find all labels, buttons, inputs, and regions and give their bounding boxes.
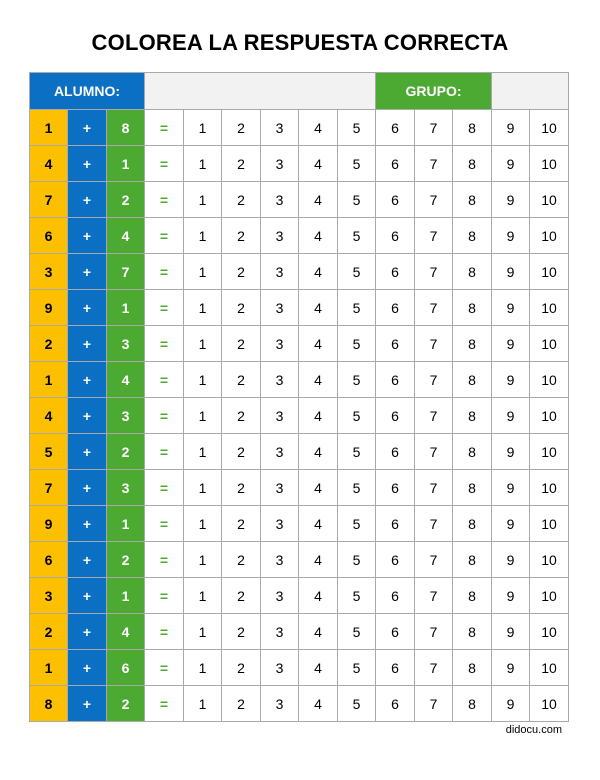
plus-sign: + [68, 506, 107, 542]
student-label: ALUMNO: [30, 73, 145, 110]
answer-option[interactable]: 10 [530, 614, 569, 650]
answer-option[interactable]: 8 [453, 182, 492, 218]
answer-option[interactable]: 9 [492, 686, 530, 722]
answer-option[interactable]: 4 [299, 362, 338, 398]
addend-a: 3 [30, 254, 68, 290]
answer-option[interactable]: 4 [299, 218, 338, 254]
answer-option[interactable]: 8 [453, 506, 492, 542]
answer-option[interactable]: 8 [453, 326, 492, 362]
group-field[interactable] [492, 73, 569, 110]
answer-option[interactable]: 6 [376, 326, 415, 362]
answer-option[interactable]: 5 [338, 398, 376, 434]
answer-option[interactable]: 4 [299, 506, 338, 542]
problem-row [30, 290, 569, 326]
answer-option[interactable]: 1 [184, 290, 222, 326]
addend-b: 1 [107, 146, 145, 182]
answer-option[interactable]: 3 [261, 146, 299, 182]
answer-option[interactable]: 10 [530, 650, 569, 686]
answer-option[interactable]: 10 [530, 254, 569, 290]
answer-option[interactable]: 1 [184, 146, 222, 182]
answer-option[interactable]: 7 [415, 506, 453, 542]
addend-a: 2 [30, 614, 68, 650]
addend-b: 3 [107, 398, 145, 434]
answer-option[interactable]: 1 [184, 182, 222, 218]
answer-option[interactable]: 8 [453, 218, 492, 254]
plus-sign: + [68, 146, 107, 182]
equals-sign: = [145, 686, 184, 722]
answer-option[interactable]: 3 [261, 614, 299, 650]
answer-option[interactable]: 9 [492, 254, 530, 290]
addend-a: 1 [30, 362, 68, 398]
answer-option[interactable]: 6 [376, 650, 415, 686]
answer-option[interactable]: 6 [376, 542, 415, 578]
answer-option[interactable]: 5 [338, 110, 376, 146]
answer-option[interactable]: 1 [184, 470, 222, 506]
answer-option[interactable]: 7 [415, 470, 453, 506]
student-name-field[interactable] [145, 73, 376, 110]
equals-sign: = [145, 398, 184, 434]
problem-row [30, 434, 569, 470]
answer-option[interactable]: 8 [453, 578, 492, 614]
problem-row [30, 614, 569, 650]
addend-b: 2 [107, 542, 145, 578]
addend-a: 7 [30, 182, 68, 218]
answer-option[interactable]: 6 [376, 254, 415, 290]
answer-option[interactable]: 9 [492, 650, 530, 686]
addend-a: 7 [30, 470, 68, 506]
answer-option[interactable]: 6 [376, 146, 415, 182]
problem-row [30, 362, 569, 398]
answer-option[interactable]: 3 [261, 470, 299, 506]
answer-option[interactable]: 8 [453, 254, 492, 290]
answer-option[interactable]: 9 [492, 110, 530, 146]
footer-credit: didocu.com [505, 724, 562, 736]
addend-a: 6 [30, 218, 68, 254]
answer-option[interactable]: 10 [530, 218, 569, 254]
answer-option[interactable]: 10 [530, 182, 569, 218]
answer-option[interactable]: 8 [453, 470, 492, 506]
answer-option[interactable]: 1 [184, 254, 222, 290]
answer-option[interactable]: 7 [415, 290, 453, 326]
answer-option[interactable]: 5 [338, 254, 376, 290]
addend-b: 4 [107, 614, 145, 650]
answer-option[interactable]: 7 [415, 146, 453, 182]
answer-option[interactable]: 7 [415, 434, 453, 470]
answer-option[interactable]: 5 [338, 182, 376, 218]
plus-sign: + [68, 362, 107, 398]
addend-b: 6 [107, 650, 145, 686]
answer-option[interactable]: 7 [415, 686, 453, 722]
answer-option[interactable]: 5 [338, 686, 376, 722]
worksheet-table [29, 72, 569, 722]
answer-option[interactable]: 5 [338, 290, 376, 326]
answer-option[interactable]: 2 [222, 614, 261, 650]
answer-option[interactable]: 9 [492, 506, 530, 542]
answer-option[interactable]: 5 [338, 218, 376, 254]
header-row [30, 73, 569, 110]
answer-option[interactable]: 8 [453, 650, 492, 686]
answer-option[interactable]: 5 [338, 470, 376, 506]
addend-a: 9 [30, 290, 68, 326]
answer-option[interactable]: 1 [184, 650, 222, 686]
answer-option[interactable]: 5 [338, 578, 376, 614]
answer-option[interactable]: 3 [261, 182, 299, 218]
answer-option[interactable]: 10 [530, 110, 569, 146]
equals-sign: = [145, 650, 184, 686]
answer-option[interactable]: 1 [184, 398, 222, 434]
answer-option[interactable]: 3 [261, 686, 299, 722]
answer-option[interactable]: 3 [261, 542, 299, 578]
addend-b: 4 [107, 218, 145, 254]
answer-option[interactable]: 7 [415, 182, 453, 218]
addend-b: 2 [107, 686, 145, 722]
answer-option[interactable]: 6 [376, 470, 415, 506]
addend-b: 2 [107, 434, 145, 470]
problem-row [30, 254, 569, 290]
answer-option[interactable]: 10 [530, 398, 569, 434]
answer-option[interactable]: 4 [299, 470, 338, 506]
answer-option[interactable]: 6 [376, 506, 415, 542]
answer-option[interactable]: 5 [338, 542, 376, 578]
answer-option[interactable]: 4 [299, 326, 338, 362]
addend-a: 1 [30, 650, 68, 686]
answer-option[interactable]: 2 [222, 398, 261, 434]
answer-option[interactable]: 9 [492, 326, 530, 362]
answer-option[interactable]: 4 [299, 434, 338, 470]
answer-option[interactable]: 1 [184, 614, 222, 650]
equals-sign: = [145, 362, 184, 398]
answer-option[interactable]: 10 [530, 578, 569, 614]
addend-a: 4 [30, 146, 68, 182]
answer-option[interactable]: 9 [492, 362, 530, 398]
addend-a: 4 [30, 398, 68, 434]
plus-sign: + [68, 578, 107, 614]
answer-option[interactable]: 5 [338, 506, 376, 542]
answer-option[interactable]: 1 [184, 326, 222, 362]
answer-option[interactable]: 5 [338, 362, 376, 398]
answer-option[interactable]: 2 [222, 686, 261, 722]
plus-sign: + [68, 182, 107, 218]
answer-option[interactable]: 1 [184, 542, 222, 578]
answer-option[interactable]: 7 [415, 542, 453, 578]
answer-option[interactable]: 3 [261, 218, 299, 254]
equals-sign: = [145, 326, 184, 362]
plus-sign: + [68, 218, 107, 254]
addend-a: 3 [30, 578, 68, 614]
answer-option[interactable]: 6 [376, 686, 415, 722]
answer-option[interactable]: 3 [261, 650, 299, 686]
problem-row [30, 506, 569, 542]
answer-option[interactable]: 4 [299, 614, 338, 650]
answer-option[interactable]: 1 [184, 362, 222, 398]
plus-sign: + [68, 434, 107, 470]
answer-option[interactable]: 2 [222, 326, 261, 362]
equals-sign: = [145, 542, 184, 578]
answer-option[interactable]: 6 [376, 578, 415, 614]
addend-a: 2 [30, 326, 68, 362]
answer-option[interactable]: 6 [376, 614, 415, 650]
answer-option[interactable]: 4 [299, 686, 338, 722]
problem-row [30, 110, 569, 146]
equals-sign: = [145, 110, 184, 146]
plus-sign: + [68, 110, 107, 146]
answer-option[interactable]: 8 [453, 686, 492, 722]
answer-option[interactable]: 6 [376, 362, 415, 398]
answer-option[interactable]: 2 [222, 182, 261, 218]
answer-option[interactable]: 3 [261, 254, 299, 290]
answer-option[interactable]: 7 [415, 398, 453, 434]
answer-option[interactable]: 8 [453, 290, 492, 326]
answer-option[interactable]: 4 [299, 398, 338, 434]
answer-option[interactable]: 2 [222, 362, 261, 398]
answer-option[interactable]: 4 [299, 146, 338, 182]
problem-row [30, 650, 569, 686]
answer-option[interactable]: 3 [261, 362, 299, 398]
equals-sign: = [145, 578, 184, 614]
addend-b: 1 [107, 290, 145, 326]
answer-option[interactable]: 9 [492, 434, 530, 470]
equals-sign: = [145, 146, 184, 182]
addend-b: 1 [107, 506, 145, 542]
answer-option[interactable]: 5 [338, 650, 376, 686]
plus-sign: + [68, 290, 107, 326]
answer-option[interactable]: 7 [415, 614, 453, 650]
addend-a: 9 [30, 506, 68, 542]
answer-option[interactable]: 10 [530, 686, 569, 722]
answer-option[interactable]: 9 [492, 182, 530, 218]
answer-option[interactable]: 1 [184, 578, 222, 614]
answer-option[interactable]: 6 [376, 398, 415, 434]
equals-sign: = [145, 506, 184, 542]
answer-option[interactable]: 8 [453, 434, 492, 470]
answer-option[interactable]: 7 [415, 254, 453, 290]
answer-option[interactable]: 7 [415, 578, 453, 614]
equals-sign: = [145, 182, 184, 218]
group-label: GRUPO: [376, 73, 492, 110]
answer-option[interactable]: 9 [492, 218, 530, 254]
answer-option[interactable]: 8 [453, 542, 492, 578]
equals-sign: = [145, 470, 184, 506]
addend-b: 7 [107, 254, 145, 290]
plus-sign: + [68, 686, 107, 722]
plus-sign: + [68, 326, 107, 362]
answer-option[interactable]: 2 [222, 110, 261, 146]
answer-option[interactable]: 5 [338, 614, 376, 650]
answer-option[interactable]: 2 [222, 542, 261, 578]
answer-option[interactable]: 2 [222, 254, 261, 290]
answer-option[interactable]: 2 [222, 506, 261, 542]
answer-option[interactable]: 9 [492, 542, 530, 578]
answer-option[interactable]: 2 [222, 434, 261, 470]
answer-option[interactable]: 9 [492, 614, 530, 650]
answer-option[interactable]: 2 [222, 290, 261, 326]
answer-option[interactable]: 9 [492, 398, 530, 434]
answer-option[interactable]: 6 [376, 218, 415, 254]
answer-option[interactable]: 2 [222, 578, 261, 614]
answer-option[interactable]: 1 [184, 434, 222, 470]
answer-option[interactable]: 4 [299, 182, 338, 218]
answer-option[interactable]: 2 [222, 470, 261, 506]
answer-option[interactable]: 7 [415, 110, 453, 146]
addend-b: 4 [107, 362, 145, 398]
problem-row [30, 542, 569, 578]
answer-option[interactable]: 10 [530, 290, 569, 326]
answer-option[interactable]: 6 [376, 182, 415, 218]
answer-option[interactable]: 3 [261, 578, 299, 614]
problem-row [30, 470, 569, 506]
answer-option[interactable]: 10 [530, 470, 569, 506]
addend-a: 1 [30, 110, 68, 146]
answer-option[interactable]: 4 [299, 110, 338, 146]
answer-option[interactable]: 4 [299, 290, 338, 326]
answer-option[interactable]: 6 [376, 290, 415, 326]
answer-option[interactable]: 8 [453, 146, 492, 182]
answer-option[interactable]: 2 [222, 146, 261, 182]
answer-option[interactable]: 4 [299, 650, 338, 686]
answer-option[interactable]: 5 [338, 326, 376, 362]
answer-option[interactable]: 1 [184, 218, 222, 254]
answer-option[interactable]: 9 [492, 578, 530, 614]
answer-option[interactable]: 6 [376, 110, 415, 146]
answer-option[interactable]: 10 [530, 326, 569, 362]
answer-option[interactable]: 3 [261, 290, 299, 326]
answer-option[interactable]: 9 [492, 470, 530, 506]
answer-option[interactable]: 3 [261, 506, 299, 542]
plus-sign: + [68, 542, 107, 578]
addend-b: 3 [107, 470, 145, 506]
plus-sign: + [68, 650, 107, 686]
answer-option[interactable]: 2 [222, 218, 261, 254]
addend-a: 6 [30, 542, 68, 578]
answer-option[interactable]: 4 [299, 542, 338, 578]
addend-b: 3 [107, 326, 145, 362]
answer-option[interactable]: 1 [184, 506, 222, 542]
answer-option[interactable]: 4 [299, 254, 338, 290]
answer-option[interactable]: 2 [222, 650, 261, 686]
answer-option[interactable]: 8 [453, 110, 492, 146]
problem-row [30, 182, 569, 218]
answer-option[interactable]: 9 [492, 290, 530, 326]
answer-option[interactable]: 10 [530, 434, 569, 470]
answer-option[interactable]: 1 [184, 686, 222, 722]
equals-sign: = [145, 218, 184, 254]
problem-row [30, 578, 569, 614]
answer-option[interactable]: 5 [338, 146, 376, 182]
plus-sign: + [68, 398, 107, 434]
equals-sign: = [145, 614, 184, 650]
answer-option[interactable]: 3 [261, 434, 299, 470]
answer-option[interactable]: 10 [530, 362, 569, 398]
addend-b: 1 [107, 578, 145, 614]
answer-option[interactable]: 10 [530, 506, 569, 542]
answer-option[interactable]: 3 [261, 326, 299, 362]
answer-option[interactable]: 6 [376, 434, 415, 470]
problem-row [30, 398, 569, 434]
plus-sign: + [68, 254, 107, 290]
plus-sign: + [68, 614, 107, 650]
answer-option[interactable]: 5 [338, 434, 376, 470]
problem-row [30, 326, 569, 362]
answer-option[interactable]: 7 [415, 326, 453, 362]
addend-b: 8 [107, 110, 145, 146]
answer-option[interactable]: 8 [453, 398, 492, 434]
page-title: COLOREA LA RESPUESTA CORRECTA [91, 30, 509, 55]
problem-row [30, 686, 569, 722]
answer-option[interactable]: 3 [261, 398, 299, 434]
equals-sign: = [145, 254, 184, 290]
answer-option[interactable]: 9 [492, 146, 530, 182]
answer-option[interactable]: 3 [261, 110, 299, 146]
answer-option[interactable]: 8 [453, 614, 492, 650]
problem-row [30, 218, 569, 254]
answer-option[interactable]: 7 [415, 650, 453, 686]
addend-b: 2 [107, 182, 145, 218]
problem-row [30, 146, 569, 182]
answer-option[interactable]: 10 [530, 542, 569, 578]
addend-a: 5 [30, 434, 68, 470]
answer-option[interactable]: 10 [530, 146, 569, 182]
equals-sign: = [145, 290, 184, 326]
answer-option[interactable]: 1 [184, 110, 222, 146]
answer-option[interactable]: 7 [415, 362, 453, 398]
answer-option[interactable]: 7 [415, 218, 453, 254]
addend-a: 8 [30, 686, 68, 722]
answer-option[interactable]: 4 [299, 578, 338, 614]
answer-option[interactable]: 8 [453, 362, 492, 398]
equals-sign: = [145, 434, 184, 470]
plus-sign: + [68, 470, 107, 506]
